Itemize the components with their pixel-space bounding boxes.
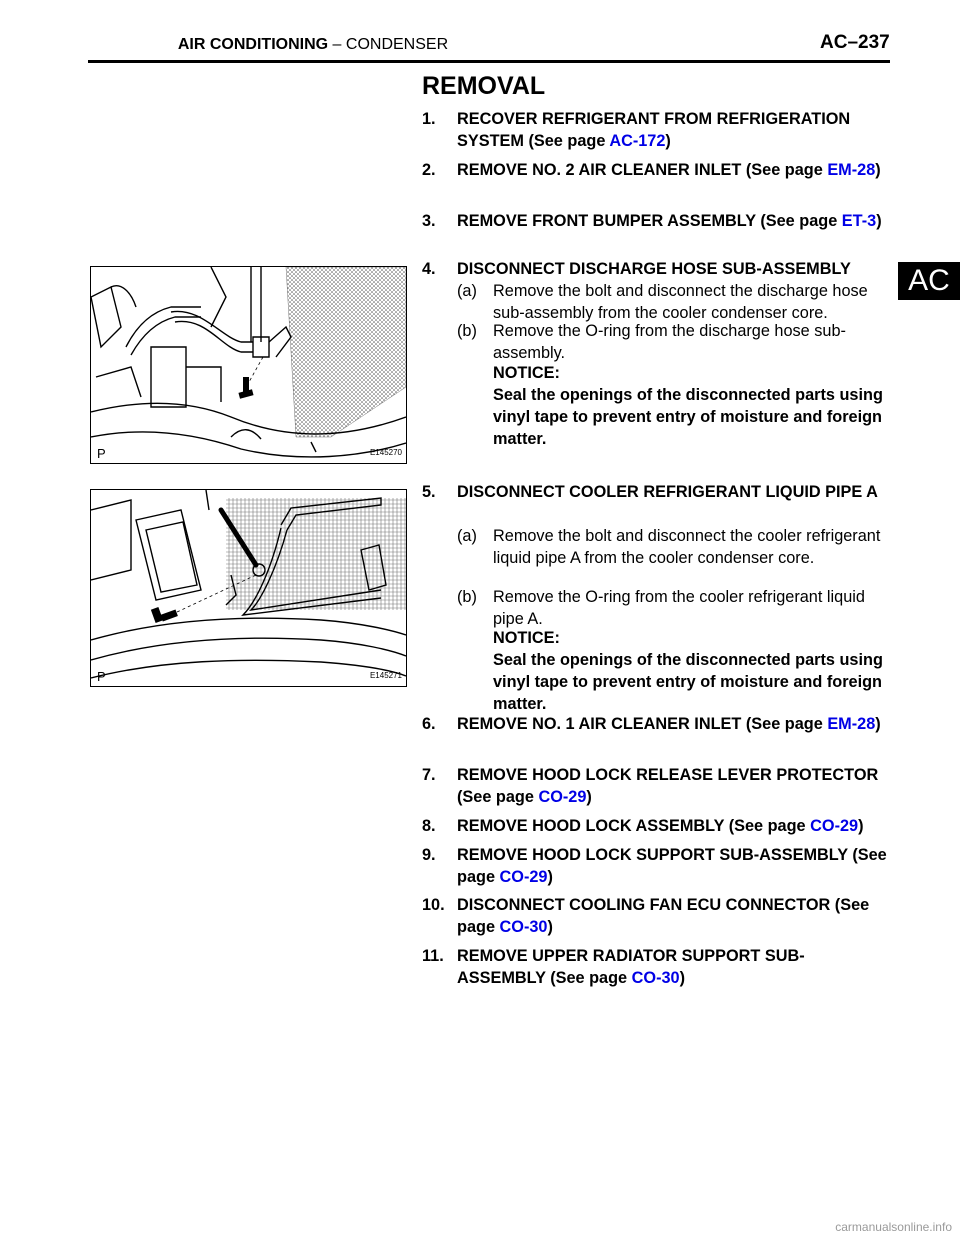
step-4-sub-a [457,280,892,324]
notice-text: Seal the openings of the disconnected parts using vinyl tape to prevent entry of moisture and foreign matter. [493,386,883,448]
step-text: REMOVE HOOD LOCK RELEASE LEVER PROTECTOR (See page [457,766,879,806]
step-text-end: ) [858,817,864,835]
step-text: REMOVE NO. 1 AIR CLEANER INLET (See page [457,715,828,733]
illustration [91,267,406,463]
notice-1 [493,362,893,450]
figure-corner-mark: P [97,669,106,684]
step-number: 3. [422,212,436,230]
step-text-end: ) [875,715,881,733]
step-number: 4. [422,260,436,278]
page-link[interactable]: CO-29 [810,817,859,835]
header-subsection: – CONDENSER [332,36,449,53]
step-1 [422,108,892,152]
step-5-sub-a [457,525,892,569]
step-text: REMOVE HOOD LOCK SUPPORT SUB-ASSEMBLY (See page [457,846,887,886]
page-link[interactable]: AC-172 [609,132,666,150]
running-header [0,36,626,54]
step-4 [422,258,892,280]
step-text: DISCONNECT COOLER REFRIGERANT LIQUID PIPE A [457,483,878,501]
page-link[interactable]: CO-29 [499,868,548,886]
step-number: 8. [422,817,436,835]
page-link[interactable]: CO-30 [631,969,680,987]
step-text: REMOVE NO. 2 AIR CLEANER INLET (See page [457,161,828,179]
page-link[interactable]: CO-29 [538,788,587,806]
page-link[interactable]: ET-3 [841,212,877,230]
page-link[interactable]: CO-30 [499,918,548,936]
step-number: 2. [422,161,436,179]
step-number: 9. [422,846,436,864]
step-text-end: ) [679,969,686,987]
figure-corner-mark: P [97,446,106,461]
step-11 [422,945,892,989]
notice-2 [493,627,893,715]
page-link[interactable]: EM-28 [827,715,876,733]
step-10 [422,894,892,938]
step-text-end: ) [547,868,553,886]
site-watermark: carmanualsonline.info [835,1220,952,1234]
step-3 [422,210,892,232]
step-text-end: ) [547,918,553,936]
figure-discharge-hose [90,266,407,464]
notice-label: NOTICE: [493,364,560,382]
page-link[interactable]: EM-28 [827,161,876,179]
step-4-sub-b [457,320,892,364]
sub-number: (a) [457,282,477,300]
figure-id: E145270 [369,448,402,457]
step-text: DISCONNECT COOLING FAN ECU CONNECTOR (See page [457,896,870,936]
step-text: REMOVE FRONT BUMPER ASSEMBLY (See page [457,212,842,230]
step-text-end: ) [586,788,592,806]
step-text: DISCONNECT DISCHARGE HOSE SUB-ASSEMBLY [457,260,851,278]
step-text: REMOVE HOOD LOCK ASSEMBLY (See page [457,817,811,835]
page-number: AC–237 [820,32,890,53]
step-2 [422,159,892,181]
step-number: 10. [422,896,445,914]
step-5 [422,481,892,503]
step-6 [422,713,892,735]
notice-label: NOTICE: [493,629,560,647]
step-number: 5. [422,483,436,501]
sub-number: (a) [457,527,477,545]
side-tab: AC [898,262,960,300]
step-number: 1. [422,110,436,128]
step-number: 6. [422,715,436,733]
step-text-end: ) [875,161,881,179]
step-7 [422,764,892,808]
step-5-sub-b [457,586,892,630]
step-text: RECOVER REFRIGERANT FROM REFRIGERATION SYSTEM (See page [457,110,851,150]
sub-text: Remove the bolt and disconnect the discharge hose sub-assembly from the cooler condenser core. [493,282,868,322]
notice-text: Seal the openings of the disconnected parts using vinyl tape to prevent entry of moisture and foreign matter. [493,651,883,713]
illustration [91,490,406,686]
sub-number: (b) [457,322,477,340]
sub-text: Remove the O-ring from the cooler refrigerant liquid pipe A. [493,588,865,628]
sub-text: Remove the O-ring from the discharge hose sub-assembly. [493,322,846,362]
section-heading: REMOVAL [422,72,546,100]
header-section-title: AIR CONDITIONING [177,36,329,53]
step-text-end: ) [665,132,671,150]
step-9 [422,844,892,888]
step-number: 11. [422,947,444,965]
sub-text: Remove the bolt and disconnect the cooler refrigerant liquid pipe A from the cooler condenser core. [493,527,881,567]
header-rule [88,60,890,63]
step-text-end: ) [876,212,882,230]
step-8 [422,815,892,837]
figure-liquid-pipe [90,489,407,687]
step-number: 7. [422,766,436,784]
figure-id: E145271 [369,671,402,680]
sub-number: (b) [457,588,477,606]
step-text: REMOVE UPPER RADIATOR SUPPORT SUB-ASSEMBLY (See page [457,947,805,987]
